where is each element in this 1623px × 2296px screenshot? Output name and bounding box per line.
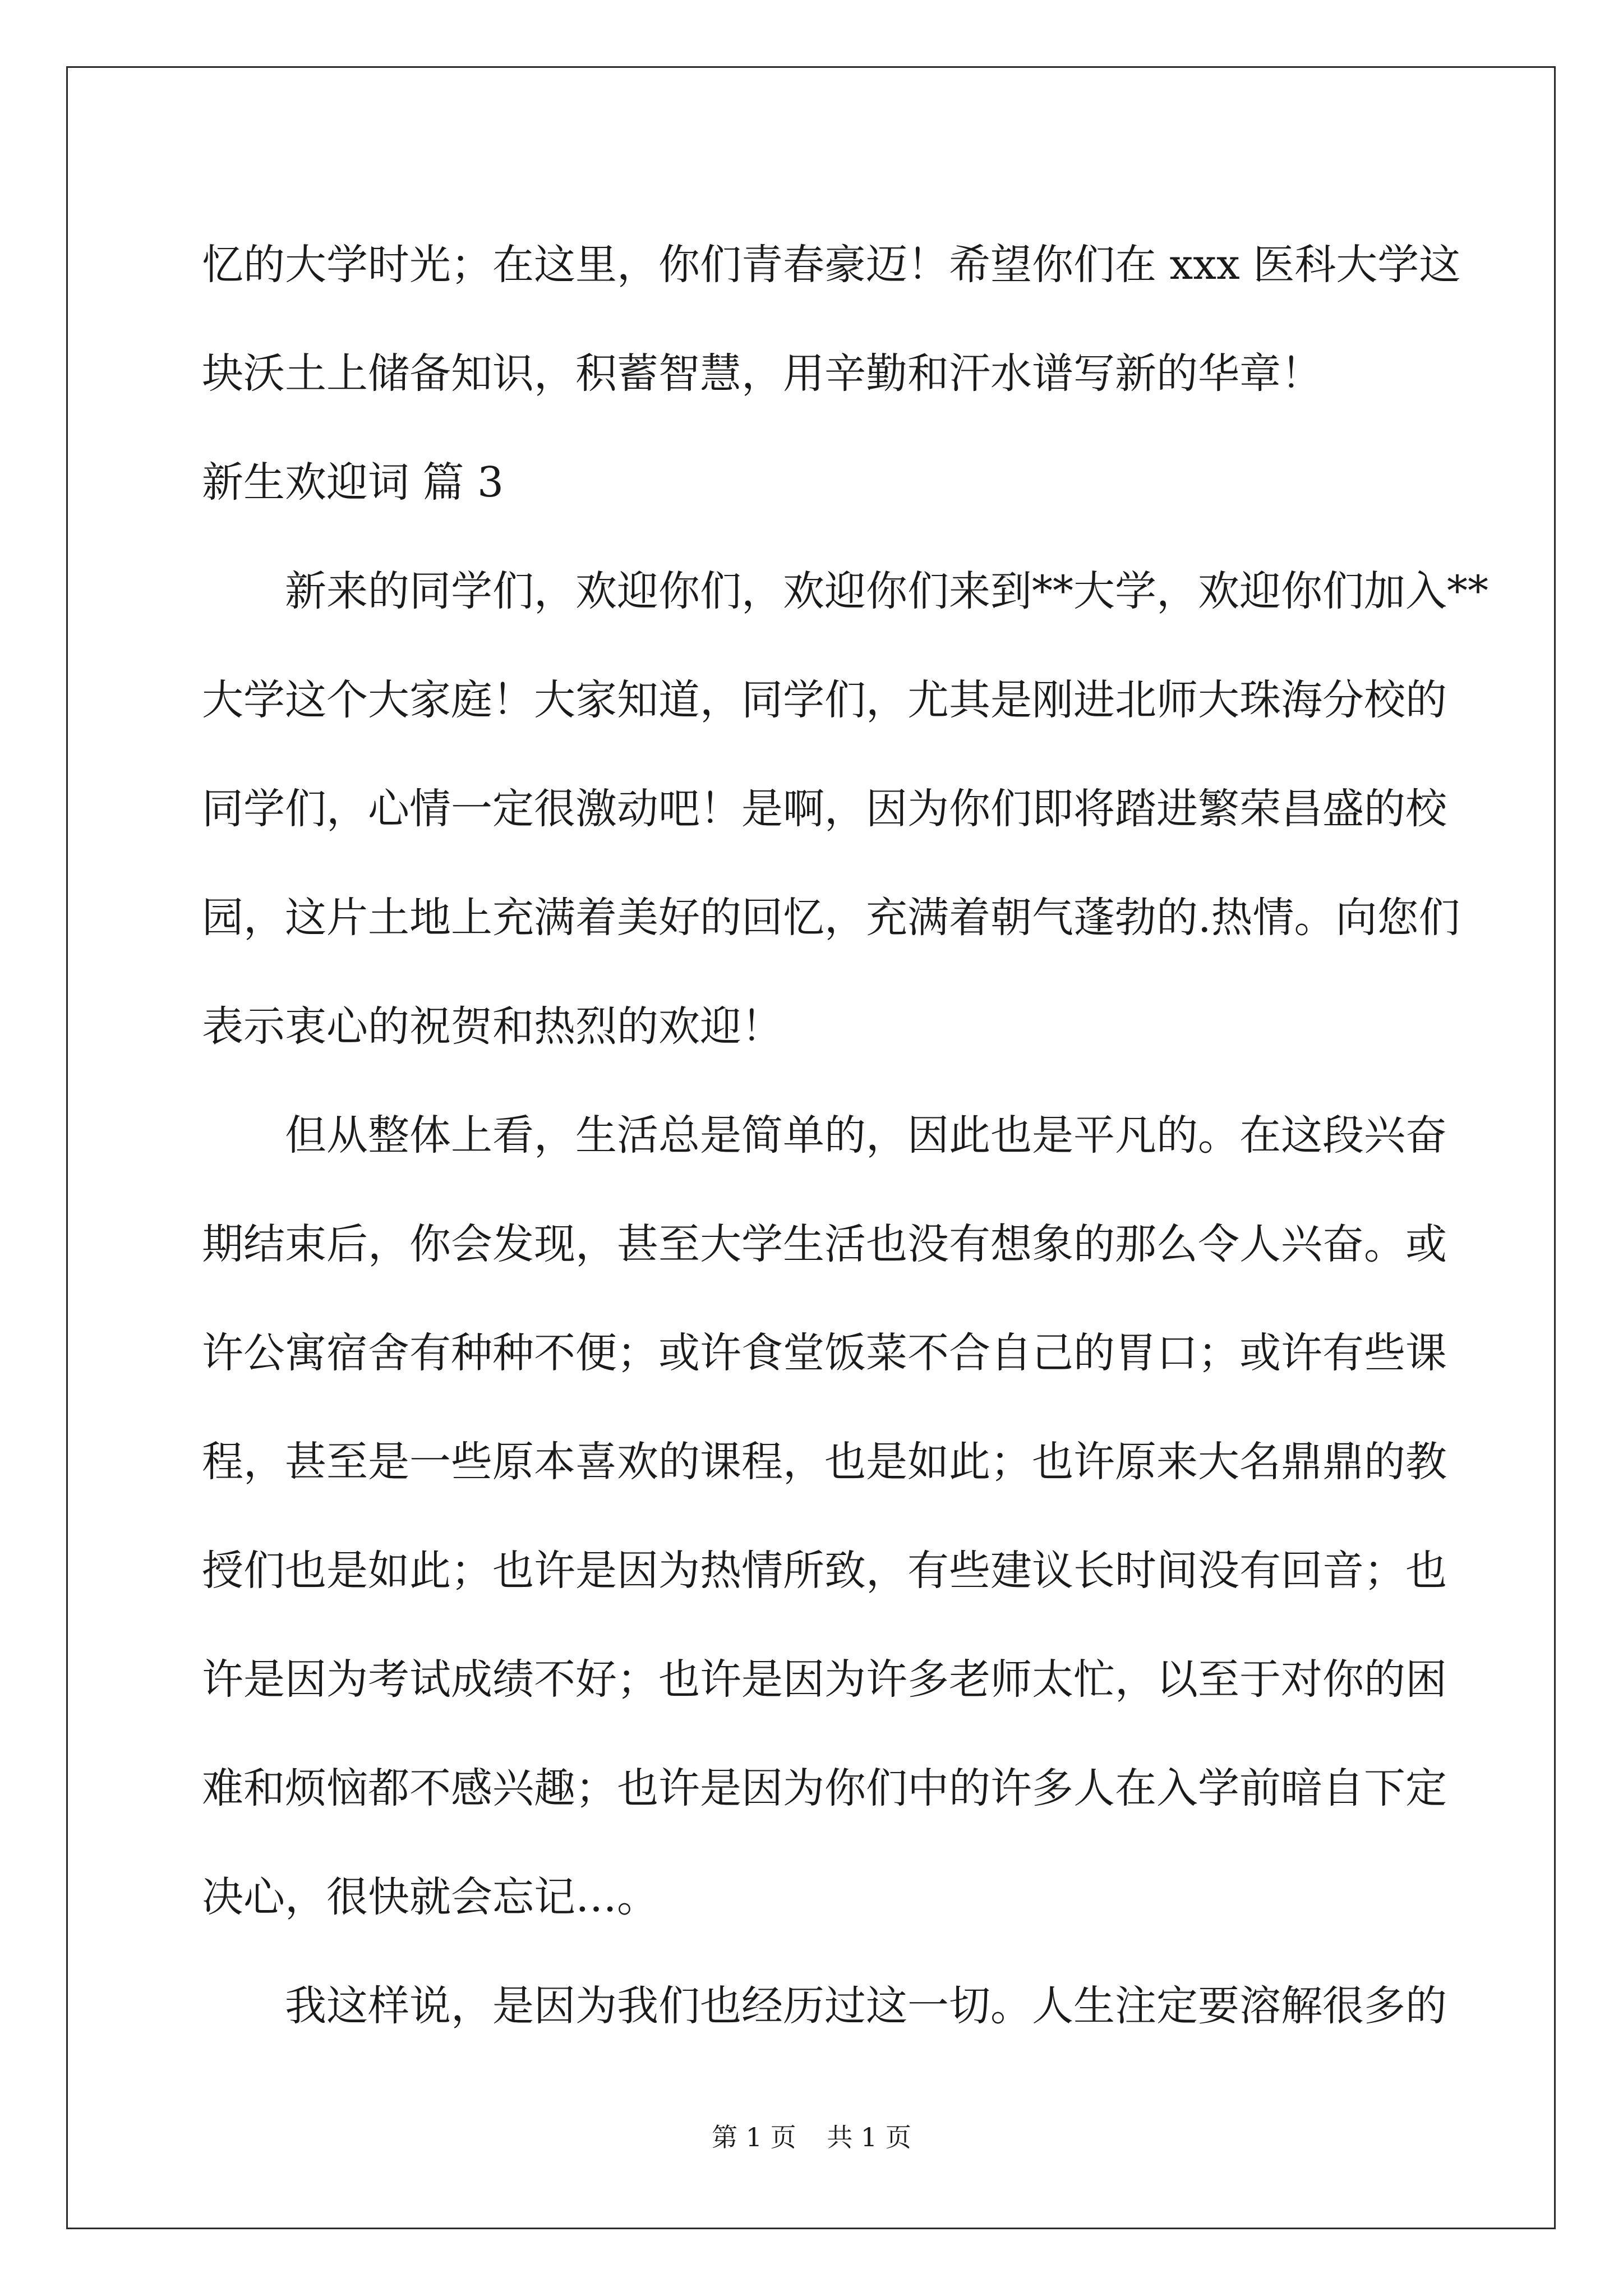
text-line: 忆的大学时光；在这里，你们青春豪迈！希望你们在 xxx 医科大学这	[202, 241, 1461, 289]
section-heading: 新生欢迎词 篇 3	[202, 458, 504, 507]
text-line: 新来的同学们，欢迎你们，欢迎你们来到**大学，欢迎你们加入**	[285, 567, 1488, 615]
text-line: 授们也是如此；也许是因为热情所致，有些建议长时间没有回音；也	[202, 1547, 1447, 1595]
text-line: 决心，很快就会忘记…。	[202, 1873, 658, 1921]
text-line: 我这样说，是因为我们也经历过这一切。人生注定要溶解很多的	[285, 1982, 1447, 2030]
page-number: 第 1 页	[712, 2122, 796, 2152]
document-body	[202, 210, 1488, 2060]
text-line: 表示衷心的祝贺和热烈的欢迎！	[202, 1002, 783, 1051]
text-line: 许是因为考试成绩不好；也许是因为许多老师太忙，以至于对你的困	[202, 1655, 1447, 1704]
text-line: 程，甚至是一些原本喜欢的课程，也是如此；也许原来大名鼎鼎的教	[202, 1438, 1447, 1486]
text-line: 大学这个大家庭！大家知道，同学们，尤其是刚进北师大珠海分校的	[202, 676, 1447, 724]
page-footer	[0, 2120, 1623, 2154]
page-total: 共 1 页	[827, 2122, 911, 2152]
text-line: 期结束后，你会发现，甚至大学生活也没有想象的那么令人兴奋。或	[202, 1220, 1447, 1268]
text-line: 许公寓宿舍有种种不便；或许食堂饭菜不合自己的胃口；或许有些课	[202, 1329, 1447, 1377]
text-line: 难和烦恼都不感兴趣；也许是因为你们中的许多人在入学前暗自下定	[202, 1764, 1447, 1812]
text-line: 同学们，心情一定很激动吧！是啊，因为你们即将踏进繁荣昌盛的校	[202, 785, 1447, 833]
text-line: 块沃土上储备知识，积蓄智慧，用辛勤和汗水谱写新的华章！	[202, 349, 1322, 398]
text-line: 园，这片土地上充满着美好的回忆，充满着朝气蓬勃的.热情。向您们	[202, 894, 1460, 942]
text-line: 但从整体上看，生活总是简单的，因此也是平凡的。在这段兴奋	[285, 1111, 1447, 1159]
